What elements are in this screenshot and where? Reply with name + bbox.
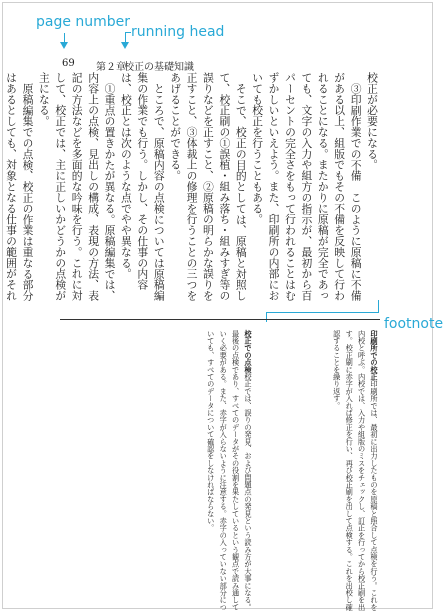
footnote-callout-line-right — [378, 300, 379, 313]
running-head-callout: running head — [131, 24, 225, 40]
body-paragraph: ところで、原稿内容の点検については原稿編集の作業でも行う。しかし、その仕事の内容は、校正とは次のような点でやや異なる。 — [119, 72, 166, 301]
main-body-text — [5, 72, 380, 308]
body-paragraph: そこで、校正の目的としては、原稿と対照して、校正刷の①誤植・組み落ち・組みすぎ等の誤りなどを正すこと、②原稿の明らかな誤りを正すこと、③体裁上の修理を行うことの三つをあげることができる。 — [169, 72, 248, 301]
footnote-separator — [60, 319, 380, 320]
running-head-chapter: 第２章 — [96, 62, 126, 73]
page-number-callout: page number — [36, 14, 131, 30]
footnote-heading: 校正での点検 — [244, 330, 253, 374]
footnote-callout: footnote — [384, 316, 443, 332]
running-head-arrow-icon — [121, 42, 129, 49]
body-paragraph: ③印刷作業での不備 このように原稿に不備がある以上、組版でもその不備を反映して行われることになる。またかりに原稿が完全であっても、文字の入力や組方の指示が、最初から百パーセントの完全さをもって行われることはむずかしいといえよう。また、印刷所の内部においても校正を行うこともある。 — [251, 72, 363, 301]
footnote-heading: 印刷所での校正 — [370, 330, 379, 381]
page-number-arrow-icon — [60, 42, 68, 49]
body-paragraph: 校正が必要になる。 — [366, 72, 379, 171]
footnote-text: 校正では、誤りの発見、および問題点の発見という読み方が大事になる。最後の点検であり、すべてのデータがその役割を果たしているという観点で読み通していく必要がある。また、赤字が入らないように注意する。赤字の入っていない部分についても、すべてのデータについて確認をしなければならない。 — [206, 330, 253, 611]
footnote-block — [164, 330, 254, 612]
footnote-callout-line — [266, 312, 267, 322]
body-paragraph: 原稿編集での点検、校正の作業は重なる部分はあるとしても、対象となる仕事の範囲がそれ — [5, 72, 35, 301]
running-head-title: 校正の基礎知識 — [124, 62, 194, 73]
page-number: 69 — [62, 58, 75, 69]
footnote-text: 印刷所では、最初に出力したものを原稿と照合して点検を行う。これを内校と呼ぶ。内校では、入力や組版のミスをチェックし、訂正を行ってから校正刷を出す。校正刷に赤字が入れば修正を行い、再び校正刷を出して点検する。これを出校し確認することを繰り返す。 — [332, 330, 379, 611]
body-paragraph: ①重点の置きかたが異なる。原稿編集では、内容上の点検、見出しの構成、表現の方法、表記の方法などを多面的な吟味を行う。これに対して、校正では、主に正しいかどうかの点検が主になる。 — [37, 72, 117, 301]
footnote-block — [268, 330, 380, 612]
footnote-callout-line-horizontal — [266, 312, 378, 313]
